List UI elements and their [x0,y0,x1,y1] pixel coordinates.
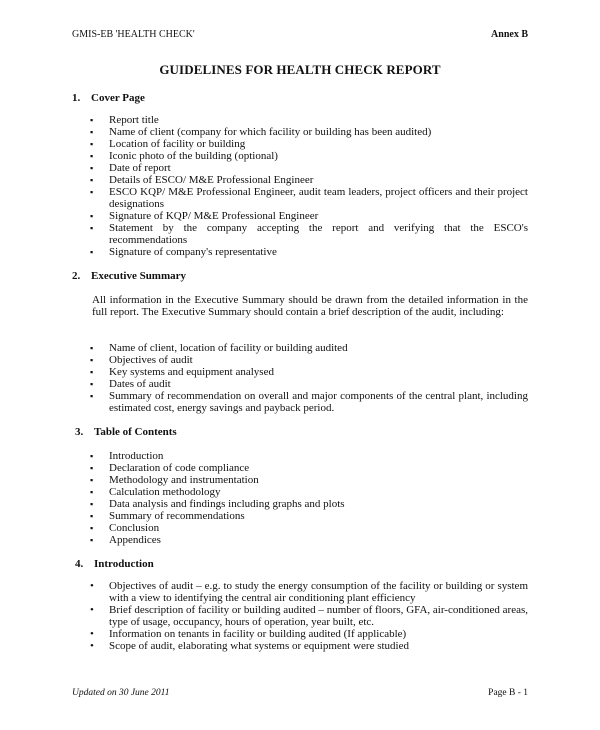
section-title: Table of Contents [94,426,177,438]
list-item: ▪ Objectives of audit [88,354,528,366]
list-item: • Objectives of audit – e.g. to study the energy consumption of the facility or building or system with a view to identifying the central air conditioning plant efficiency [88,580,528,604]
list-item: ▪ Name of client (company for which facility or building has been audited) [88,126,528,138]
section-heading-cover-page [72,92,145,104]
list-item: ▪ Introduction [88,450,528,462]
list-item: ▪ Signature of company's representative [88,246,528,258]
list-item: ▪ Calculation methodology [88,486,528,498]
section-number: 2. [72,270,81,282]
section-title: Cover Page [91,92,145,104]
section-number: 4. [75,558,84,570]
list-item: ▪ Data analysis and findings including graphs and plots [88,498,528,510]
footer-page-number: Page B - 1 [488,688,528,698]
list-item: ▪ Conclusion [88,522,528,534]
list-item: ▪ Key systems and equipment analysed [88,366,528,378]
section-heading-introduction [75,558,154,570]
section-title: Executive Summary [91,270,187,282]
section-heading-executive-summary [72,270,186,282]
executive-summary-paragraph: All information in the Executive Summary should be drawn from the detailed information in the full report. The Executive Summary should contain a brief description of the audit, including: [92,294,528,318]
list-item: ▪ Summary of recommendation on overall and major components of the central plant, including estimated cost, energy savings and payback period. [88,390,528,414]
section-number: 1. [72,92,81,104]
list-item: ▪ Appendices [88,534,528,546]
list-item: ▪ Statement by the company accepting the report and verifying that the ESCO's recommendations [88,222,528,246]
list-item: ▪ Date of report [88,162,528,174]
list-item: ▪ Signature of KQP/ M&E Professional Engineer [88,210,528,222]
footer-updated-date: Updated on 30 June 2011 [72,688,170,698]
list-item: ▪ ESCO KQP/ M&E Professional Engineer, audit team leaders, project officers and their project designations [88,186,528,210]
executive-summary-list [88,342,528,414]
introduction-list [88,580,528,652]
list-item: ▪ Summary of recommendations [88,510,528,522]
cover-page-list [88,114,528,258]
list-item: • Scope of audit, elaborating what systems or equipment were studied [88,640,528,652]
list-item: ▪ Location of facility or building [88,138,528,150]
list-item: ▪ Details of ESCO/ M&E Professional Engineer [88,174,528,186]
list-item: ▪ Name of client, location of facility or building audited [88,342,528,354]
list-item: ▪ Iconic photo of the building (optional) [88,150,528,162]
table-of-contents-list [88,450,528,546]
running-header-right: Annex B [491,29,528,40]
page-title: GUIDELINES FOR HEALTH CHECK REPORT [159,62,441,77]
list-item: • Brief description of facility or building audited – number of floors, GFA, air-conditioned areas, type of usage, occupancy, hours of operation, year built, etc. [88,604,528,628]
list-item: ▪ Dates of audit [88,378,528,390]
list-item: ▪ Declaration of code compliance [88,462,528,474]
section-title: Introduction [94,558,154,570]
section-number: 3. [75,426,84,438]
list-item: ▪ Report title [88,114,528,126]
list-item: ▪ Methodology and instrumentation [88,474,528,486]
running-header-left: GMIS-EB 'HEALTH CHECK' [72,29,195,40]
list-item: • Information on tenants in facility or building audited (If applicable) [88,628,528,640]
section-heading-table-of-contents [75,426,177,438]
